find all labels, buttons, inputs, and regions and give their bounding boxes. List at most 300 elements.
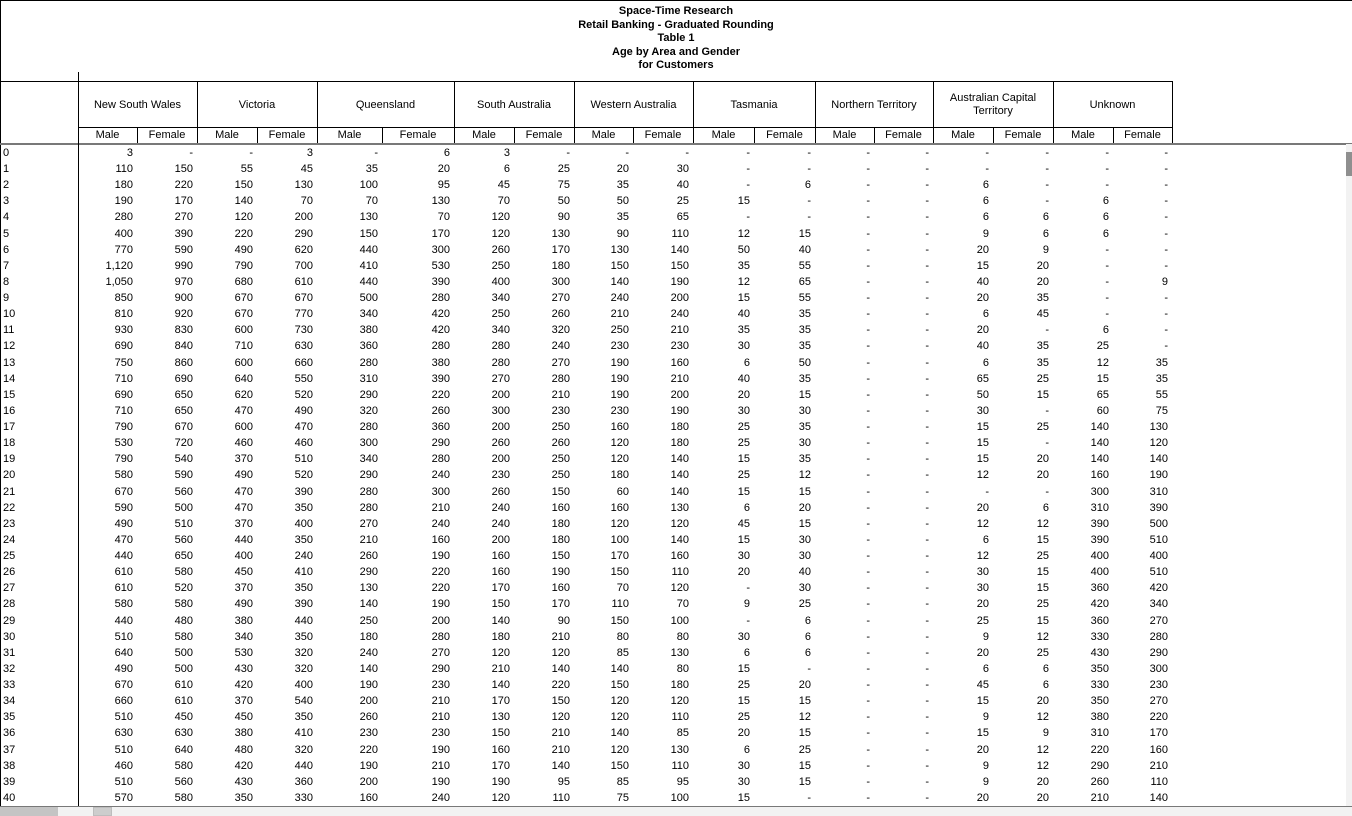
table-cell: - (925, 469, 929, 481)
table-cell: 640 (234, 373, 253, 385)
table-cell: 150 (551, 695, 570, 707)
table-row (0, 613, 1352, 629)
table-cell: 110 (552, 792, 570, 804)
table-cell: 200 (491, 534, 510, 546)
table-cell: 470 (234, 405, 253, 417)
table-cell: 35 (1155, 357, 1168, 369)
table-cell: 160 (491, 566, 510, 578)
table-cell: - (866, 276, 870, 288)
table-cell: 600 (234, 421, 253, 433)
table-cell: 710 (114, 373, 133, 385)
table-cell: 230 (431, 679, 450, 691)
table-cell: 30 (798, 405, 811, 417)
table-cell: 120 (610, 453, 629, 465)
table-cell: 25 (737, 711, 750, 723)
table-cell: 160 (491, 550, 510, 562)
table-cell: 470 (234, 486, 253, 498)
table-cell: 75 (616, 792, 629, 804)
table-cell: - (985, 147, 989, 159)
table-cell: 80 (676, 631, 689, 643)
table-cell: 280 (491, 340, 510, 352)
table-cell: - (1164, 340, 1168, 352)
table-cell: 210 (431, 695, 450, 707)
table-cell: 610 (114, 566, 133, 578)
table-cell: 290 (1090, 760, 1109, 772)
table-cell: 140 (610, 663, 629, 675)
table-cell: 170 (610, 550, 629, 562)
gender-header-female: Female (766, 129, 803, 141)
horizontal-scrollbar-track[interactable] (0, 807, 1352, 816)
table-cell: 40 (798, 244, 811, 256)
table-cell: 140 (1090, 421, 1109, 433)
table-cell: - (866, 598, 870, 610)
table-cell: 110 (671, 228, 689, 240)
table-cell: 530 (431, 260, 450, 272)
table-cell: 3 (306, 147, 313, 159)
table-cell: 710 (114, 405, 133, 417)
table-cell: 260 (431, 405, 450, 417)
table-cell: 150 (610, 615, 629, 627)
table-cell: 390 (174, 228, 193, 240)
table-cell: 30 (976, 405, 989, 417)
table-cell: - (866, 534, 870, 546)
table-cell: 290 (431, 663, 450, 675)
table-cell: 390 (1090, 518, 1109, 530)
table-cell: 120 (491, 228, 510, 240)
table-cell: 300 (359, 437, 378, 449)
table-cell: 30 (798, 550, 811, 562)
table-cell: - (866, 566, 870, 578)
table-cell: 210 (431, 711, 450, 723)
table-cell: 270 (491, 373, 510, 385)
table-cell: 580 (174, 598, 193, 610)
table-cell: 45 (976, 679, 989, 691)
table-cell: 480 (234, 744, 253, 756)
table-cell: 9 (982, 711, 989, 723)
table-cell: 20 (1036, 792, 1049, 804)
table-cell: 540 (294, 695, 313, 707)
table-cell: 900 (174, 292, 193, 304)
table-cell: 15 (1036, 534, 1049, 546)
table-cell: 20 (1036, 776, 1049, 788)
table-cell: 110 (1150, 776, 1168, 788)
report-title-universe: for Customers (638, 59, 714, 71)
table-cell: 65 (1096, 389, 1109, 401)
row-age-label: 38 (3, 760, 16, 772)
table-cell: 510 (114, 631, 133, 643)
table-row (0, 725, 1352, 741)
table-cell: 6 (982, 195, 989, 207)
table-cell: 140 (670, 534, 689, 546)
table-cell: 20 (737, 566, 750, 578)
table-cell: 6 (804, 647, 811, 659)
area-header-5: Western Australia (590, 98, 677, 111)
gender-header-male: Male (215, 129, 239, 141)
table-cell: 15 (1036, 566, 1049, 578)
table-cell: 80 (616, 631, 629, 643)
table-cell: 240 (431, 469, 450, 481)
table-cell: 550 (294, 373, 313, 385)
table-cell: 400 (1090, 566, 1109, 578)
table-cell: 15 (976, 421, 989, 433)
table-cell: 30 (737, 550, 750, 562)
table-cell: 170 (1149, 727, 1168, 739)
gender-header-male: Male (95, 129, 120, 141)
vertical-scrollbar-track[interactable] (1346, 144, 1352, 806)
gender-header-male: Male (711, 129, 736, 141)
row-age-label: 30 (3, 631, 16, 643)
table-cell: 360 (431, 421, 450, 433)
table-cell: 120 (670, 518, 689, 530)
table-cell: 120 (491, 211, 510, 223)
table-cell: 100 (359, 179, 378, 191)
table-cell: 430 (234, 776, 253, 788)
table-cell: 170 (174, 195, 193, 207)
table-cell: - (866, 518, 870, 530)
table-cell: 40 (798, 566, 811, 578)
table-cell: 290 (431, 437, 450, 449)
table-cell: - (866, 389, 870, 401)
table-cell: - (866, 292, 870, 304)
table-cell: - (189, 147, 193, 159)
table-cell: - (746, 615, 750, 627)
table-cell: 6 (1042, 502, 1049, 514)
row-age-label: 2 (3, 179, 10, 191)
table-cell: - (1045, 437, 1049, 449)
table-cell: 440 (359, 276, 378, 288)
table-cell: 15 (798, 760, 811, 772)
table-cell: 260 (491, 244, 510, 256)
table-row (0, 371, 1352, 387)
table-cell: 310 (1090, 502, 1109, 514)
table-cell: 260 (359, 550, 378, 562)
table-cell: 200 (294, 211, 313, 223)
table-cell: 160 (359, 792, 378, 804)
table-cell: 150 (610, 679, 629, 691)
table-cell: - (925, 502, 929, 514)
table-cell: 9 (982, 760, 989, 772)
table-cell: 90 (616, 228, 629, 240)
table-cell: 50 (976, 389, 989, 401)
table-cell: 140 (551, 663, 570, 675)
table-cell: 110 (611, 598, 629, 610)
gender-header-female: Female (885, 129, 922, 141)
table-cell: 100 (670, 615, 689, 627)
table-cell: 140 (551, 760, 570, 772)
table-cell: 70 (497, 195, 510, 207)
table-cell: 110 (671, 760, 689, 772)
table-cell: 440 (294, 615, 313, 627)
table-cell: 180 (670, 679, 689, 691)
table-cell: 15 (798, 518, 811, 530)
row-age-label: 29 (3, 615, 16, 627)
row-age-label: 17 (3, 421, 16, 433)
table-cell: 180 (491, 631, 510, 643)
row-age-label: 15 (3, 389, 16, 401)
table-cell: - (1045, 195, 1049, 207)
table-cell: 210 (551, 744, 570, 756)
table-cell: 250 (359, 615, 378, 627)
table-cell: - (925, 163, 929, 175)
row-age-label: 11 (3, 324, 15, 336)
table-cell: 110 (671, 711, 689, 723)
header-group-separator (1172, 81, 1173, 143)
header-gender-separator (257, 128, 258, 143)
table-cell: - (925, 486, 929, 498)
table-cell: 160 (610, 421, 629, 433)
table-cell: 140 (670, 486, 689, 498)
table-cell: 30 (976, 582, 989, 594)
table-cell: 15 (737, 663, 750, 675)
table-cell: - (866, 163, 870, 175)
table-cell: 35 (737, 260, 750, 272)
table-cell: 330 (1090, 679, 1109, 691)
table-cell: - (249, 147, 253, 159)
table-cell: 160 (1149, 744, 1168, 756)
table-cell: 20 (976, 502, 989, 514)
table-cell: 340 (359, 453, 378, 465)
table-cell: - (925, 792, 929, 804)
table-cell: 210 (551, 389, 570, 401)
gender-header-male: Male (591, 129, 616, 141)
table-cell: 6 (982, 179, 989, 191)
table-cell: 300 (1090, 486, 1109, 498)
table-cell: 200 (491, 389, 510, 401)
table-cell: - (1105, 292, 1109, 304)
table-cell: 75 (1155, 405, 1168, 417)
table-cell: 1,120 (105, 260, 133, 272)
table-cell: 460 (234, 437, 253, 449)
row-age-label: 26 (3, 566, 16, 578)
table-cell: 35 (616, 179, 629, 191)
table-cell: - (925, 582, 929, 594)
table-cell: - (1105, 147, 1109, 159)
table-cell: 20 (976, 598, 989, 610)
table-cell: 20 (976, 744, 989, 756)
table-cell: - (925, 373, 929, 385)
table-cell: - (866, 260, 870, 272)
row-age-label: 37 (3, 744, 16, 756)
table-cell: 670 (294, 292, 313, 304)
table-row (0, 467, 1352, 483)
table-cell: 600 (234, 357, 253, 369)
table-cell: 35 (365, 163, 378, 175)
table-cell: 45 (497, 179, 510, 191)
table-cell: 25 (1096, 340, 1109, 352)
table-cell: 120 (491, 792, 510, 804)
table-cell: - (1105, 276, 1109, 288)
table-cell: 500 (359, 292, 378, 304)
row-age-label: 5 (3, 228, 10, 240)
table-cell: 120 (610, 744, 629, 756)
row-age-label: 10 (3, 308, 16, 320)
table-cell: 150 (551, 486, 570, 498)
table-cell: 25 (557, 163, 570, 175)
table-cell: 25 (1036, 647, 1049, 659)
table-cell: 140 (491, 615, 510, 627)
table-cell: 680 (234, 276, 253, 288)
table-cell: 140 (670, 469, 689, 481)
table-cell: 670 (114, 679, 133, 691)
row-age-label: 16 (3, 405, 16, 417)
table-cell: 45 (1036, 308, 1049, 320)
table-cell: 120 (234, 211, 253, 223)
table-cell: - (925, 357, 929, 369)
table-cell: 210 (670, 324, 689, 336)
table-cell: - (866, 228, 870, 240)
table-cell: 12 (1036, 518, 1049, 530)
table-row (0, 306, 1352, 322)
table-row (0, 596, 1352, 612)
table-cell: 270 (1149, 695, 1168, 707)
table-cell: 25 (1036, 598, 1049, 610)
table-cell: 35 (1036, 292, 1049, 304)
table-cell: 350 (1090, 663, 1109, 675)
table-cell: 390 (431, 373, 450, 385)
table-cell: - (866, 195, 870, 207)
table-cell: 380 (234, 615, 253, 627)
table-cell: 280 (359, 486, 378, 498)
table-row (0, 145, 1352, 161)
table-cell: 930 (114, 324, 133, 336)
header-gender-separator (137, 128, 138, 143)
table-cell: 170 (491, 582, 510, 594)
table-cell: 20 (1036, 695, 1049, 707)
horizontal-scrollbar-thumb[interactable] (93, 807, 112, 816)
table-cell: - (925, 615, 929, 627)
table-cell: - (866, 631, 870, 643)
table-cell: 65 (676, 211, 689, 223)
row-age-label: 12 (3, 340, 16, 352)
table-cell: 520 (174, 582, 193, 594)
table-cell: 30 (737, 340, 750, 352)
table-cell: - (866, 615, 870, 627)
table-cell: 6 (1042, 228, 1049, 240)
table-cell: 15 (737, 695, 750, 707)
table-cell: 130 (1149, 421, 1168, 433)
area-header-3: Queensland (355, 98, 416, 111)
table-cell: 55 (240, 163, 253, 175)
table-cell: 320 (294, 647, 313, 659)
table-cell: 150 (234, 179, 253, 191)
table-cell: 230 (491, 469, 510, 481)
table-cell: 25 (1036, 421, 1049, 433)
table-cell: 12 (976, 469, 989, 481)
table-cell: 190 (1149, 469, 1168, 481)
table-cell: 9 (1161, 276, 1168, 288)
table-cell: 3 (126, 147, 133, 159)
table-cell: 270 (551, 292, 570, 304)
table-row (0, 193, 1352, 209)
table-cell: 180 (551, 518, 570, 530)
header-gender-separator (1113, 128, 1114, 143)
table-cell: 170 (491, 760, 510, 772)
area-header-6: Tasmania (730, 98, 778, 111)
table-row (0, 387, 1352, 403)
table-cell: 360 (294, 776, 313, 788)
table-cell: 170 (551, 598, 570, 610)
table-cell: 180 (670, 437, 689, 449)
table-cell: 580 (114, 469, 133, 481)
table-cell: - (925, 292, 929, 304)
table-cell: - (1045, 163, 1049, 175)
table-cell: - (1045, 324, 1049, 336)
table-cell: 420 (431, 308, 450, 320)
table-cell: 250 (551, 421, 570, 433)
table-cell: 6 (804, 615, 811, 627)
table-cell: 240 (294, 550, 313, 562)
table-row (0, 580, 1352, 596)
table-cell: 180 (114, 179, 133, 191)
table-cell: - (1164, 195, 1168, 207)
table-cell: 9 (982, 776, 989, 788)
table-cell: 220 (1090, 744, 1109, 756)
table-cell: 180 (551, 260, 570, 272)
gender-header-male: Male (951, 129, 975, 141)
table-cell: - (807, 195, 811, 207)
table-cell: 6 (1102, 195, 1109, 207)
table-cell: 620 (294, 244, 313, 256)
table-cell: 150 (610, 260, 629, 272)
table-row (0, 290, 1352, 306)
report-title-dataset: Retail Banking - Graduated Rounding (578, 19, 774, 31)
row-age-label: 23 (3, 518, 16, 530)
table-cell: 130 (359, 582, 378, 594)
table-row (0, 532, 1352, 548)
table-cell: 12 (1096, 357, 1109, 369)
table-cell: 20 (976, 244, 989, 256)
table-cell: 70 (365, 195, 378, 207)
table-cell: 220 (551, 679, 570, 691)
table-cell: 670 (174, 421, 193, 433)
table-cell: 380 (234, 727, 253, 739)
table-cell: 20 (976, 647, 989, 659)
table-cell: - (866, 421, 870, 433)
table-row (0, 500, 1352, 516)
row-age-label: 0 (3, 147, 10, 159)
table-cell: 640 (114, 647, 133, 659)
table-cell: 160 (491, 744, 510, 756)
table-cell: 6 (1102, 228, 1109, 240)
table-cell: - (925, 147, 929, 159)
table-cell: 110 (115, 163, 133, 175)
table-cell: 40 (737, 308, 750, 320)
table-cell: 210 (1149, 760, 1168, 772)
table-cell: 500 (174, 502, 193, 514)
table-cell: 25 (1036, 373, 1049, 385)
table-cell: 280 (491, 357, 510, 369)
table-cell: 490 (234, 469, 253, 481)
gender-header-male: Male (337, 129, 362, 141)
table-cell: 190 (610, 373, 629, 385)
table-cell: 12 (798, 711, 811, 723)
table-cell: 140 (359, 663, 378, 675)
table-cell: 90 (557, 615, 570, 627)
table-cell: - (925, 389, 929, 401)
table-cell: 440 (294, 760, 313, 772)
table-cell: 440 (234, 534, 253, 546)
table-cell: 350 (294, 502, 313, 514)
table-cell: 410 (359, 260, 378, 272)
table-cell: - (1164, 308, 1168, 320)
table-cell: - (1164, 211, 1168, 223)
table-cell: 340 (234, 631, 253, 643)
table-cell: 50 (616, 195, 629, 207)
table-cell: 140 (670, 453, 689, 465)
table-cell: 310 (1149, 486, 1168, 498)
table-cell: - (925, 244, 929, 256)
vertical-scrollbar-thumb[interactable] (1346, 152, 1352, 176)
